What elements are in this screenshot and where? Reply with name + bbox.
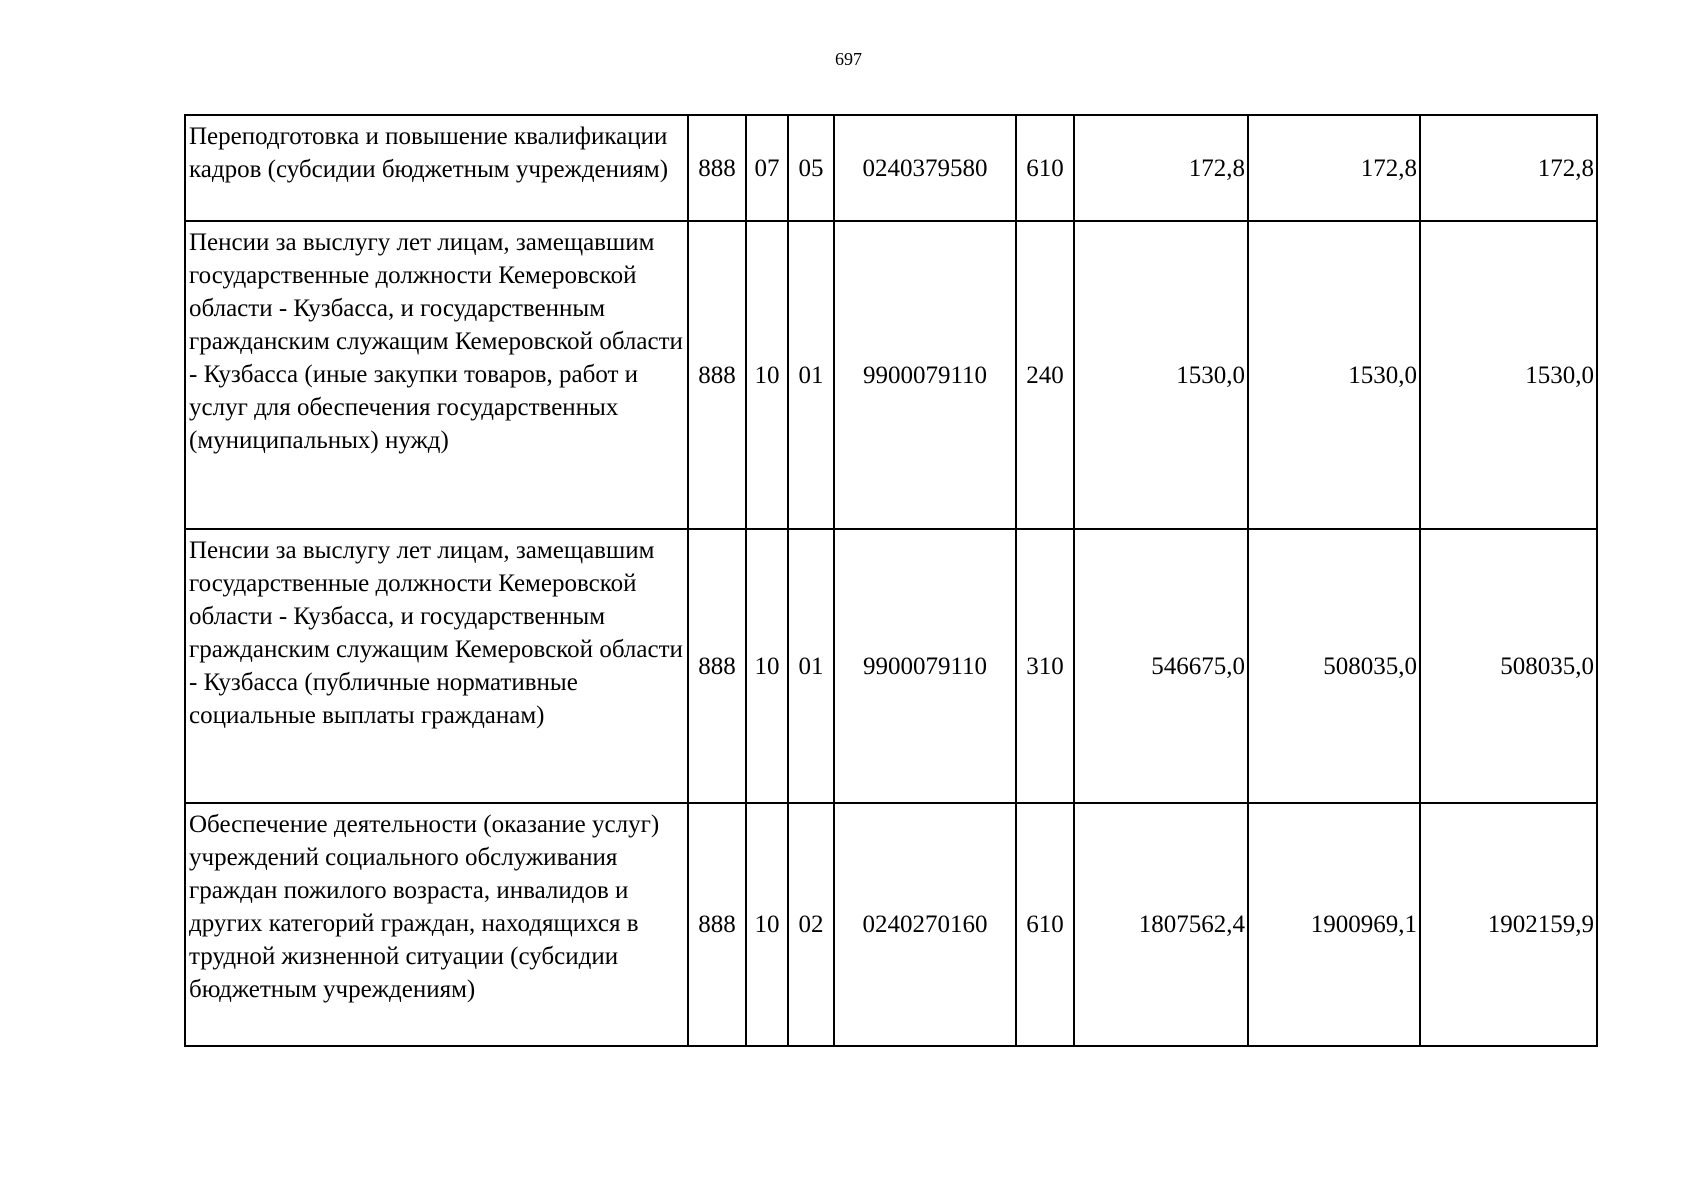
- row-description: Пенсии за выслугу лет лицам, замещавшим государственные должности Кемеровской области - Кузбасса, и государственным гражданским служащим Кемеровской области - Кузбасса (публичные нормативные социальные выплаты гражданам): [185, 529, 688, 803]
- subsection-code: 05: [788, 115, 834, 221]
- section-code: 10: [746, 529, 788, 803]
- subsection-code: 01: [788, 529, 834, 803]
- ministry-code: 888: [688, 529, 746, 803]
- amount-year-2: 1900969,1: [1248, 803, 1420, 1046]
- target-article-code: 9900079110: [834, 221, 1016, 529]
- amount-year-3: 1902159,9: [1420, 803, 1597, 1046]
- amount-year-1: 1530,0: [1074, 221, 1248, 529]
- page-number: 697: [835, 49, 862, 69]
- expense-type-code: 310: [1016, 529, 1074, 803]
- amount-year-1: 546675,0: [1074, 529, 1248, 803]
- amount-year-2: 1530,0: [1248, 221, 1420, 529]
- amount-year-3: 172,8: [1420, 115, 1597, 221]
- budget-table: [184, 114, 1598, 1047]
- ministry-code: 888: [688, 221, 746, 529]
- subsection-code: 02: [788, 803, 834, 1046]
- row-description: Обеспечение деятельности (оказание услуг) учреждений социального обслуживания граждан пожилого возраста, инвалидов и других категорий граждан, находящихся в трудной жизненной ситуации (субсидии бюджетным учреждениям): [185, 803, 688, 1046]
- ministry-code: 888: [688, 115, 746, 221]
- row-description: Переподготовка и повышение квалификации кадров (субсидии бюджетным учреждениям): [185, 115, 688, 221]
- amount-year-3: 508035,0: [1420, 529, 1597, 803]
- amount-year-2: 172,8: [1248, 115, 1420, 221]
- amount-year-1: 172,8: [1074, 115, 1248, 221]
- table-row: [185, 115, 1597, 221]
- table-row: [185, 221, 1597, 529]
- expense-type-code: 610: [1016, 115, 1074, 221]
- expense-type-code: 240: [1016, 221, 1074, 529]
- subsection-code: 01: [788, 221, 834, 529]
- row-description: Пенсии за выслугу лет лицам, замещавшим государственные должности Кемеровской области - Кузбасса, и государственным гражданским служащим Кемеровской области - Кузбасса (иные закупки товаров, работ и услуг для обеспечения государственных (муниципальных) нужд): [185, 221, 688, 529]
- table-row: [185, 803, 1597, 1046]
- section-code: 07: [746, 115, 788, 221]
- table-row: [185, 529, 1597, 803]
- target-article-code: 0240270160: [834, 803, 1016, 1046]
- amount-year-2: 508035,0: [1248, 529, 1420, 803]
- target-article-code: 9900079110: [834, 529, 1016, 803]
- target-article-code: 0240379580: [834, 115, 1016, 221]
- section-code: 10: [746, 221, 788, 529]
- expense-type-code: 610: [1016, 803, 1074, 1046]
- amount-year-3: 1530,0: [1420, 221, 1597, 529]
- ministry-code: 888: [688, 803, 746, 1046]
- amount-year-1: 1807562,4: [1074, 803, 1248, 1046]
- section-code: 10: [746, 803, 788, 1046]
